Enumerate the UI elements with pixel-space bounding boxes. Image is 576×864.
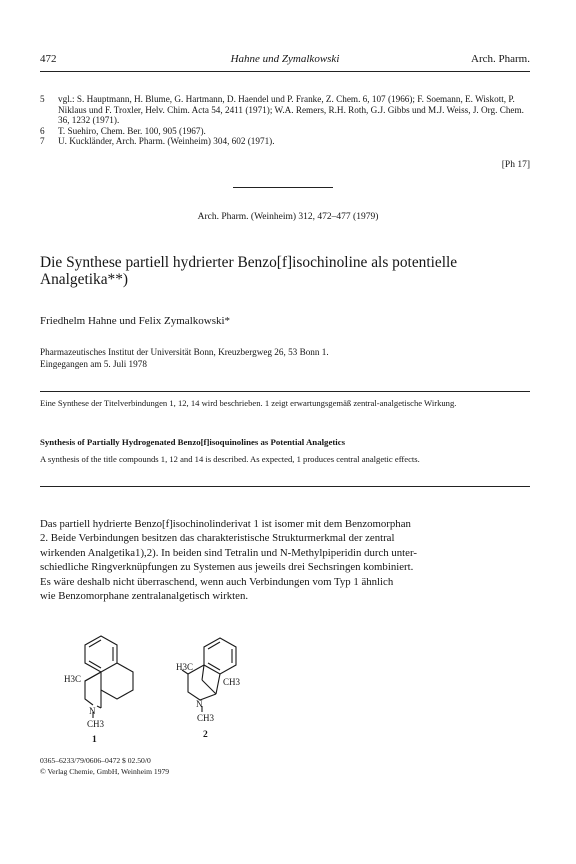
english-title: Synthesis of Partially Hydrogenated Benzo[f]isoquinolines as Potential Analgetics bbox=[40, 437, 346, 447]
article-authors: Friedhelm Hahne und Felix Zymalkowski* bbox=[40, 315, 231, 327]
title-line: Analgetika**) bbox=[40, 271, 129, 288]
compound-1-nitrogen-label: N bbox=[89, 706, 96, 716]
compound-1-number: 1 bbox=[92, 735, 97, 745]
body-line: schiedliche Ringverknüpfungen zu Systemen aus jeweils drei Sechsringen kombiniert. bbox=[40, 561, 414, 574]
compound-2-nitrogen-label: N bbox=[196, 699, 203, 709]
received-date: Eingegangen am 5. Juli 1978 bbox=[40, 358, 147, 369]
body-line: wie Benzomorphane zentralanalgetisch wirkten. bbox=[40, 590, 249, 603]
compound-2-methyl-label: H3C bbox=[176, 662, 194, 672]
running-authors: Hahne und Zymalkowski bbox=[230, 53, 340, 65]
affiliation: Pharmazeutisches Institut der Universität Bonn, Kreuzbergweg 26, 53 Bonn 1. bbox=[40, 347, 329, 357]
compound-2-bridge-methyl-label: CH3 bbox=[223, 677, 241, 687]
abstract-rule-top bbox=[40, 391, 530, 392]
copyright-notice: © Verlag Chemie, GmbH, Weinheim 1979 bbox=[40, 766, 170, 776]
abstract-german: Eine Synthese der Titelverbindungen 1, 12, 14 wird beschrieben. 1 zeigt erwartungsgemäß zentral-analgetische Wirkung. bbox=[40, 398, 457, 408]
reference-text: T. Suehiro, Chem. Ber. 100, 905 (1967). bbox=[58, 125, 206, 136]
body-line: Das partiell hydrierte Benzo[f]isochinolinderivat 1 ist isomer mit dem Benzomorphan bbox=[40, 518, 411, 530]
body-line: Es wäre deshalb nicht überraschend, wenn auch Verbindungen vom Typ 1 ähnlich bbox=[40, 575, 394, 588]
reference-item bbox=[40, 94, 530, 126]
section-divider bbox=[233, 187, 333, 188]
page-footer bbox=[40, 756, 169, 777]
reference-number: 7 bbox=[40, 136, 45, 147]
page-number: 472 bbox=[40, 53, 57, 65]
article-title bbox=[40, 254, 540, 288]
article-code: 0365–6233/79/0606–0472 $ 02.50/0 bbox=[40, 756, 151, 765]
body-paragraph bbox=[40, 517, 540, 603]
running-journal: Arch. Pharm. bbox=[471, 53, 530, 65]
compound-2-number: 2 bbox=[203, 730, 208, 740]
reference-text: vgl.: S. Hauptmann, H. Blume, G. Hartmann, D. Haendel und P. Franke, Z. Chem. 6, 107 (1966); F. Soemann, E. Wiskott, P. Niklaus und F. Troxler, Helv. Chim. Acta 54, 2411 (1971); W.A. Remers, R.H. Roth, G.J. Gibbs und M.J. Weiss, J. Org. Chem. 36, 1232 (1971). bbox=[58, 94, 524, 126]
header-rule bbox=[40, 71, 530, 72]
reference-list bbox=[40, 94, 530, 147]
reference-number: 6 bbox=[40, 125, 45, 136]
reference-number: 5 bbox=[40, 94, 45, 104]
body-line: wirkenden Analgetika1),2). In beiden sind Tetralin und N-Methylpiperidin durch unter- bbox=[40, 546, 417, 559]
running-header bbox=[40, 53, 530, 69]
compound-1-methyl-label: H3C bbox=[64, 674, 82, 684]
affiliation-block bbox=[40, 347, 530, 370]
body-line: 2. Beide Verbindungen besitzen das charakteristische Strukturmerkmal der zentral bbox=[40, 532, 395, 545]
reference-item bbox=[40, 126, 530, 137]
reference-text: U. Kuckländer, Arch. Pharm. (Weinheim) 304, 602 (1971). bbox=[58, 136, 275, 147]
journal-citation: Arch. Pharm. (Weinheim) 312, 472–477 (1979) bbox=[197, 212, 379, 222]
reference-item bbox=[40, 136, 530, 147]
compound-1-n-methyl-label: CH3 bbox=[87, 719, 105, 729]
abstract-english: A synthesis of the title compounds 1, 12 and 14 is described. As expected, 1 produces central analgetic effects. bbox=[40, 454, 420, 464]
abstract-rule-bottom bbox=[40, 486, 530, 487]
title-line: Die Synthese partiell hydrierter Benzo[f]isochinoline als potentielle bbox=[40, 254, 458, 271]
compound-2-n-methyl-label: CH3 bbox=[197, 713, 215, 723]
reference-tag: [Ph 17] bbox=[501, 160, 530, 170]
